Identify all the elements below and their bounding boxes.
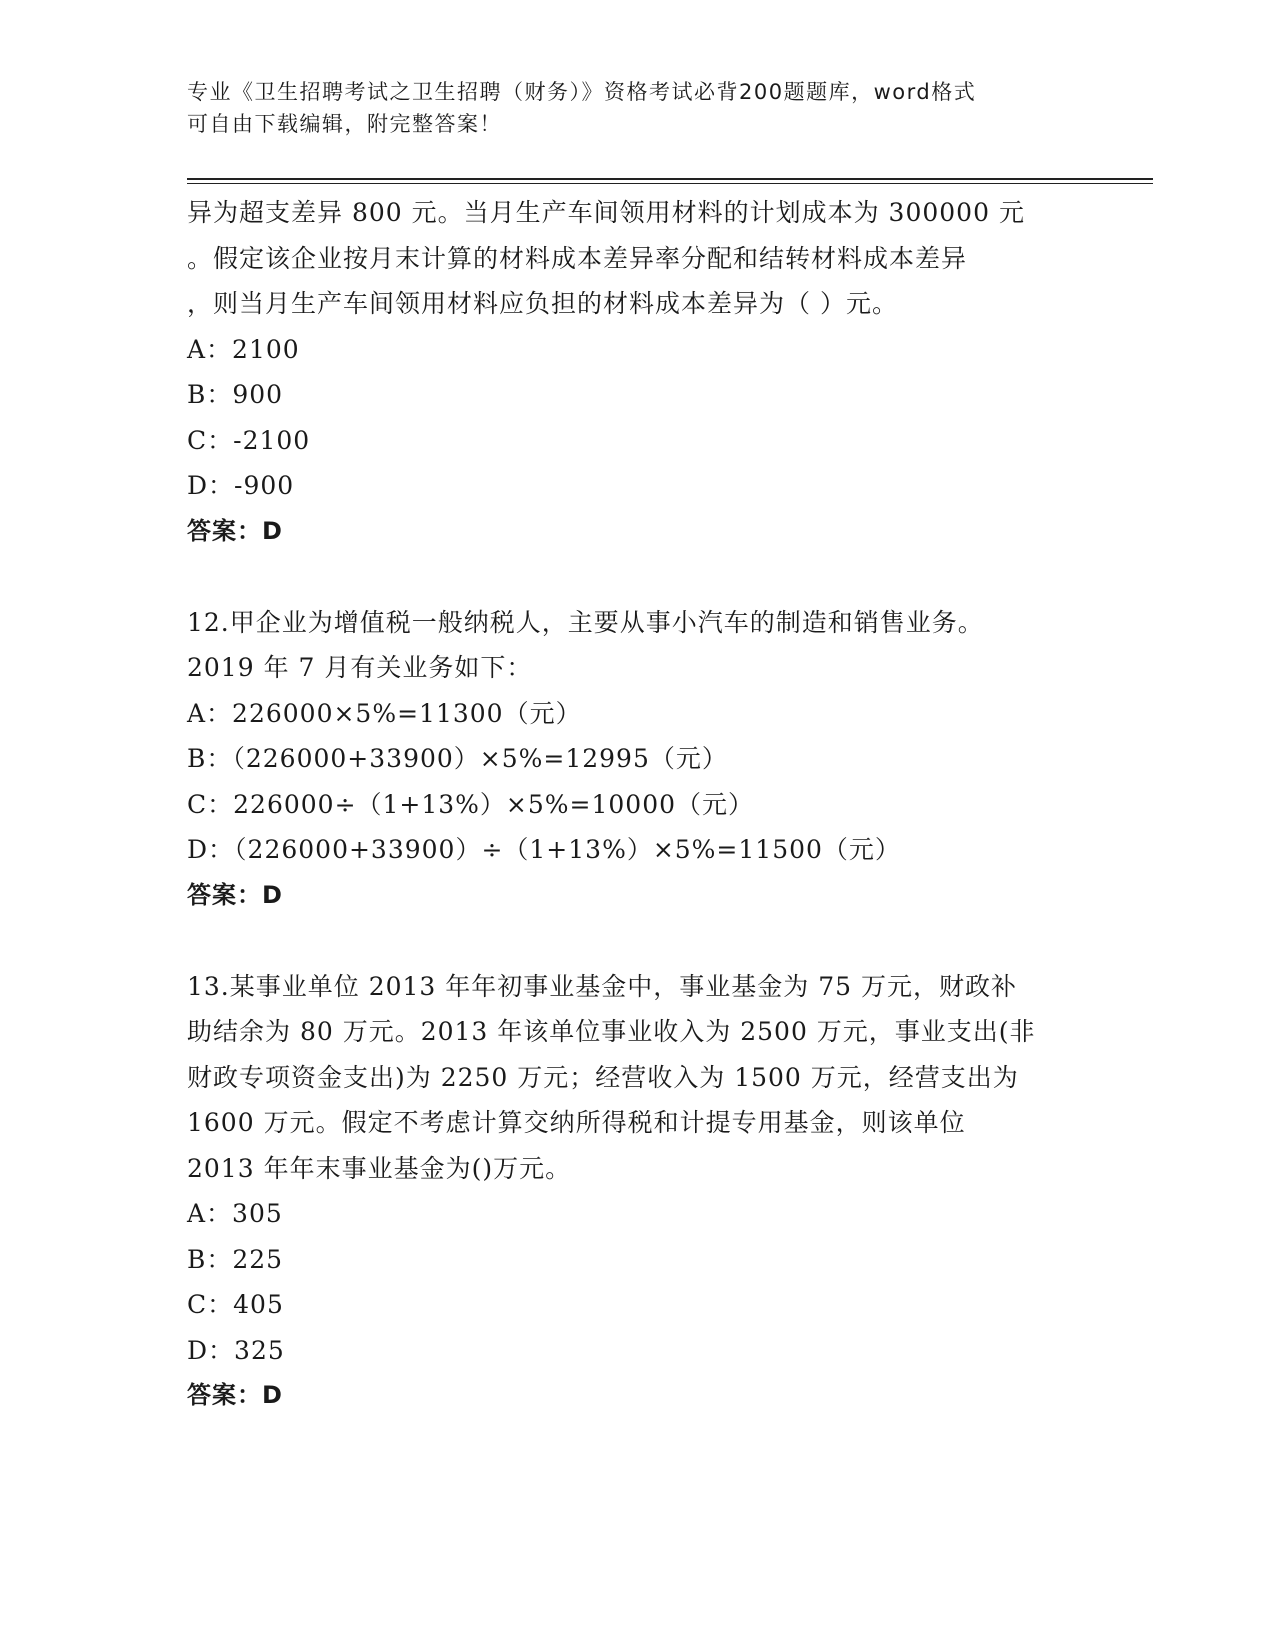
question-text-line: 2019 年 7 月有关业务如下： bbox=[187, 653, 533, 682]
question-13 bbox=[187, 964, 1087, 1419]
option-d: D：（226000+33900）÷（1+13%）×5%=11500（元） bbox=[187, 835, 901, 864]
question-text-line: 财政专项资金支出)为 2250 万元；经营收入为 1500 万元，经营支出为 bbox=[187, 1062, 1019, 1092]
document-header bbox=[187, 76, 1087, 140]
option-b: B：（226000+33900）×5%=12995（元） bbox=[187, 744, 728, 773]
question-list bbox=[187, 190, 1087, 1419]
header-title-line-2: 可自由下载编辑，附完整答案！ bbox=[187, 112, 502, 136]
question-text-line: 1600 万元。假定不考虑计算交纳所得税和计提专用基金，则该单位 bbox=[187, 1108, 966, 1137]
header-divider-thin bbox=[187, 183, 1153, 184]
question-text-line: 13.某事业单位 2013 年年初事业基金中，事业基金为 75 万元，财政补 bbox=[187, 971, 1017, 1001]
option-b: B：900 bbox=[187, 380, 284, 409]
question-text-line: 2013 年年末事业基金为()万元。 bbox=[187, 1153, 572, 1183]
question-11 bbox=[187, 190, 1087, 554]
option-c: C：226000÷（1+13%）×5%=10000（元） bbox=[187, 789, 755, 819]
option-a: A：305 bbox=[187, 1199, 283, 1228]
option-a: A：2100 bbox=[187, 334, 300, 364]
answer-label: 答案：D bbox=[187, 1381, 283, 1409]
question-text-line: 助结余为 80 万元。2013 年该单位事业收入为 2500 万元，事业支出(非 bbox=[187, 1017, 1036, 1046]
option-a: A：226000×5%=11300（元） bbox=[187, 698, 582, 728]
question-spacer bbox=[187, 918, 1087, 964]
header-divider-thick bbox=[187, 178, 1153, 180]
question-text-line: 12.甲企业为增值税一般纳税人，主要从事小汽车的制造和销售业务。 bbox=[187, 607, 984, 637]
option-d: D：-900 bbox=[187, 471, 295, 500]
answer-label: 答案：D bbox=[187, 880, 283, 909]
option-b: B：225 bbox=[187, 1244, 284, 1274]
option-c: C：405 bbox=[187, 1290, 284, 1319]
option-c: C：-2100 bbox=[187, 425, 311, 455]
question-spacer bbox=[187, 554, 1087, 600]
option-d: D：325 bbox=[187, 1335, 285, 1365]
header-title-line-1: 专业《卫生招聘考试之卫生招聘（财务）》资格考试必背200题题库，word格式 bbox=[187, 80, 977, 104]
question-text-line: ，则当月生产车间领用材料应负担的材料成本差异为（ ）元。 bbox=[187, 289, 898, 318]
answer-label: 答案：D bbox=[187, 516, 283, 545]
question-text-line: 。假定该企业按月末计算的材料成本差异率分配和结转材料成本差异 bbox=[187, 243, 968, 273]
question-text-line: 异为超支差异 800 元。当月生产车间领用材料的计划成本为 300000 元 bbox=[187, 198, 1025, 227]
question-12 bbox=[187, 600, 1087, 919]
